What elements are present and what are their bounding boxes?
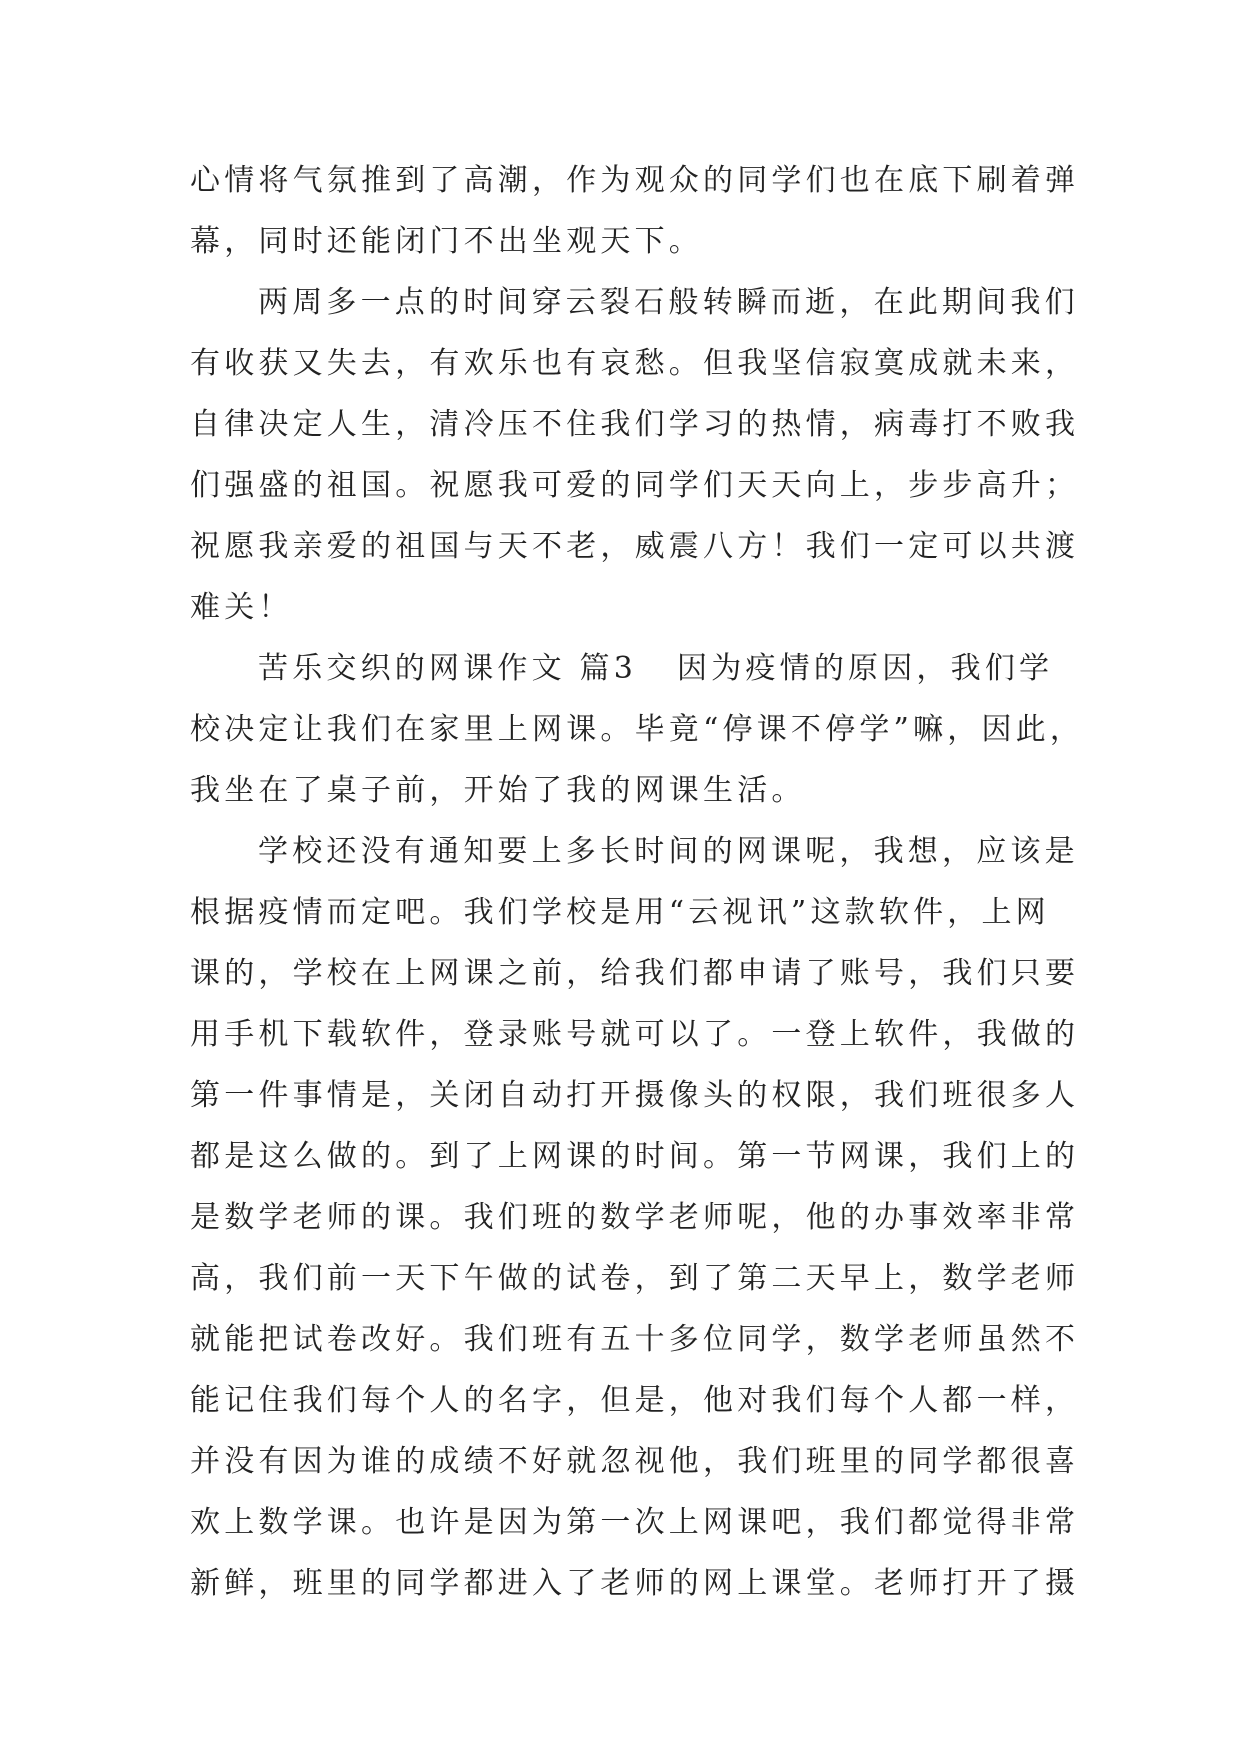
text-line: 学校还没有通知要上多长时间的网课呢，我想，应该是 <box>258 834 1079 869</box>
text-line: 第一件事情是，关闭自动打开摄像头的权限，我们班很多人 <box>190 1078 1080 1113</box>
text-line: 祝愿我亲爱的祖国与天不老，威震八方！我们一定可以共渡 <box>190 529 1080 564</box>
text-line: 新鲜，班里的同学都进入了老师的网上课堂。老师打开了摄 <box>190 1566 1080 1601</box>
text-line: 幕，同时还能闭门不出坐观天下。 <box>190 224 703 259</box>
text-line: 们强盛的祖国。祝愿我可爱的同学们天天向上，步步高升； <box>190 468 1080 503</box>
document-body <box>190 150 1085 1614</box>
text-line: 课的，学校在上网课之前，给我们都申请了账号，我们只要 <box>190 956 1080 991</box>
text-line: 高，我们前一天下午做的试卷，到了第二天早上，数学老师 <box>190 1261 1080 1296</box>
text-line: 我坐在了桌子前，开始了我的网课生活。 <box>190 773 806 808</box>
text-line: 校决定让我们在家里上网课。毕竟“停课不停学”嘛，因此， <box>190 712 1085 747</box>
text-line: 都是这么做的。到了上网课的时间。第一节网课，我们上的 <box>190 1139 1080 1174</box>
text-line: 自律决定人生，清冷压不住我们学习的热情，病毒打不败我 <box>190 407 1080 442</box>
text-line: 根据疫情而定吧。我们学校是用“云视讯”这款软件，上网 <box>190 895 1050 930</box>
text-line: 有收获又失去，有欢乐也有哀愁。但我坚信寂寞成就未来， <box>190 346 1080 381</box>
section-heading-line <box>190 638 1060 699</box>
text-line: 并没有因为谁的成绩不好就忽视他，我们班里的同学都很喜 <box>190 1444 1080 1479</box>
text-line: 心情将气氛推到了高潮，作为观众的同学们也在底下刷着弹 <box>190 163 1080 198</box>
text-line: 能记住我们每个人的名字，但是，他对我们每个人都一样， <box>190 1383 1080 1418</box>
text-line: 因为疫情的原因，我们学 <box>677 651 1054 686</box>
text-line: 就能把试卷改好。我们班有五十多位同学，数学老师虽然不 <box>190 1322 1080 1357</box>
text-line: 用手机下载软件，登录账号就可以了。一登上软件，我做的 <box>190 1017 1080 1052</box>
text-line: 难关！ <box>190 590 293 625</box>
text-line: 两周多一点的时间穿云裂石般转瞬而逝，在此期间我们 <box>258 285 1079 320</box>
text-line: 是数学老师的课。我们班的数学老师呢，他的办事效率非常 <box>190 1200 1080 1235</box>
text-line: 欢上数学课。也许是因为第一次上网课吧，我们都觉得非常 <box>190 1505 1080 1540</box>
section-heading: 苦乐交织的网课作文 篇3 <box>258 651 638 686</box>
